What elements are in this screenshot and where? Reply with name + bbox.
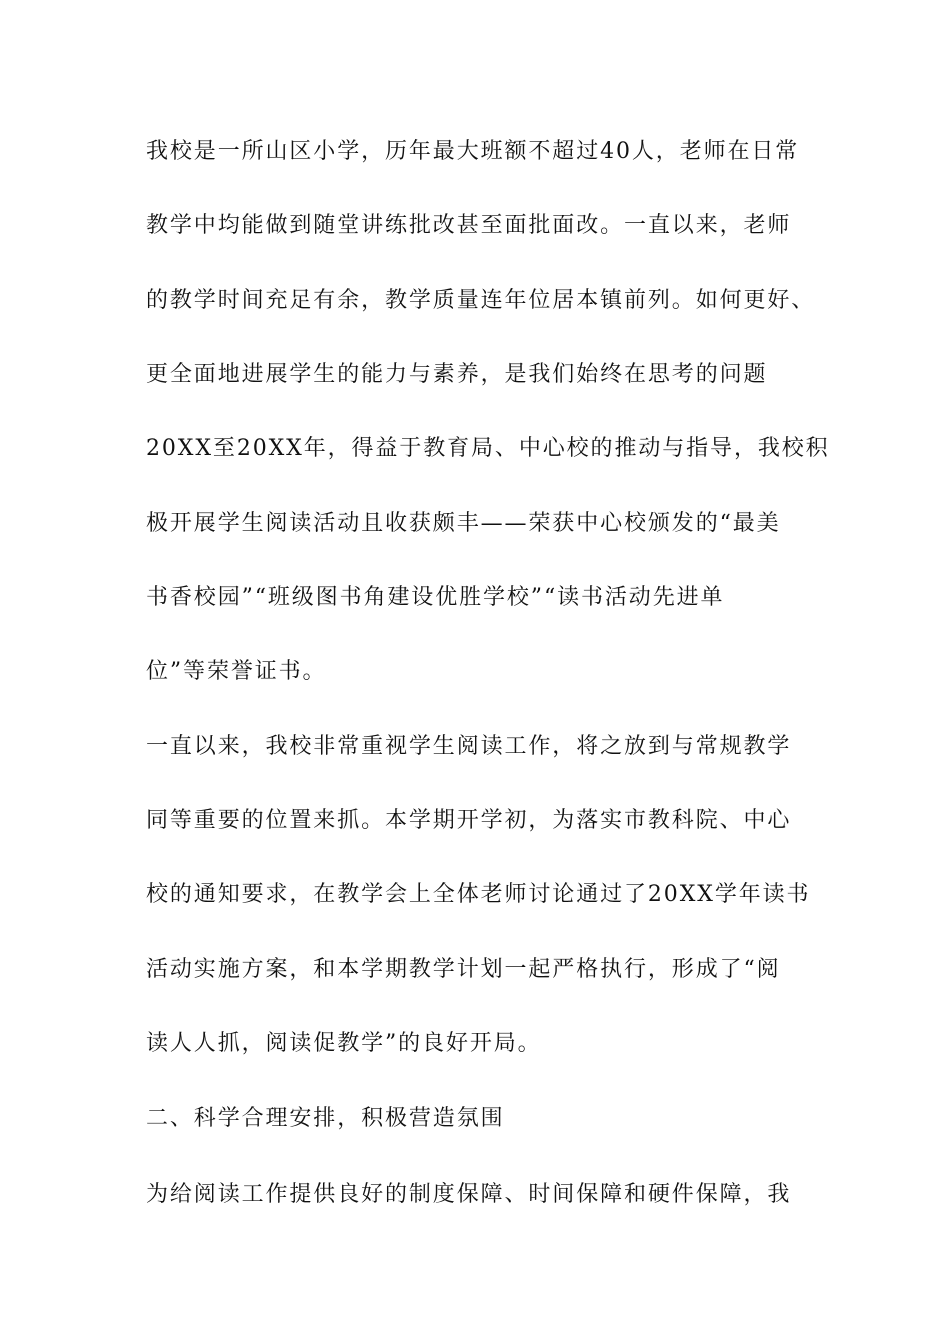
text-line: 位”等荣誉证书。 xyxy=(146,659,327,684)
text-line: 更全面地进展学生的能力与素养，是我们始终在思考的问题 xyxy=(146,362,768,387)
text-line: 为给阅读工作提供良好的制度保障、时间保障和硬件保障，我 xyxy=(146,1182,792,1207)
text-line: 极开展学生阅读活动且收获颇丰——荣获中心校颁发的“最美 xyxy=(146,511,781,536)
text-line: 校的通知要求，在教学会上全体老师讨论通过了20XX学年读书 xyxy=(146,882,811,907)
text-line: 读人人抓，阅读促教学”的良好开局。 xyxy=(146,1031,542,1056)
text-line: 的教学时间充足有余，教学质量连年位居本镇前列。如何更好、 xyxy=(146,288,816,313)
text-line: 一直以来，我校非常重视学生阅读工作，将之放到与常规教学 xyxy=(146,734,792,759)
text-line: 同等重要的位置来抓。本学期开学初，为落实市教科院、中心 xyxy=(146,808,792,833)
text-line: 教学中均能做到随堂讲练批改甚至面批面改。一直以来，老师 xyxy=(146,213,792,238)
section-heading: 二、科学合理安排，积极营造氛围 xyxy=(146,1106,505,1131)
text-line: 我校是一所山区小学，历年最大班额不超过40人，老师在日常 xyxy=(146,139,800,164)
text-line: 活动实施方案，和本学期教学计划一起严格执行，形成了“阅 xyxy=(146,957,781,982)
text-line: 书香校园”“班级图书角建设优胜学校”“读书活动先进单 xyxy=(146,585,725,610)
text-line: 20XX至20XX年，得益于教育局、中心校的推动与指导，我校积 xyxy=(146,436,830,461)
